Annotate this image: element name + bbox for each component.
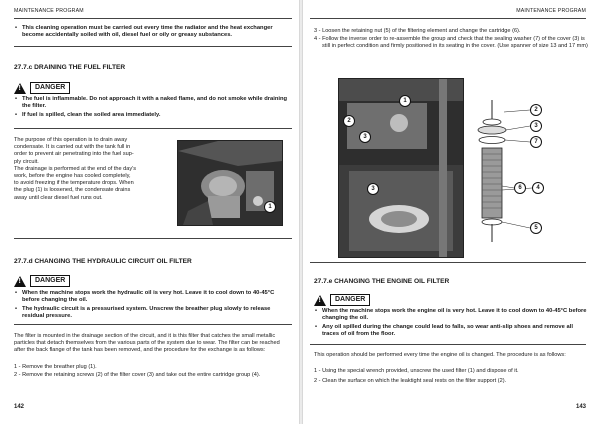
danger-label <box>14 275 70 287</box>
step: 2 - Remove the retaining screws (2) of the filter cover (3) and take out the entire cartridge group (4). <box>14 372 261 378</box>
callout-1: 1 <box>399 95 411 107</box>
step: 1 - Using the special wrench provided, unscrew the used filter (1) and dispose of it. <box>314 368 519 374</box>
danger-label <box>14 82 70 94</box>
danger-text: DANGER <box>330 294 370 306</box>
page-number: 143 <box>575 404 586 410</box>
divider <box>14 128 292 129</box>
section-title: 27.7.d CHANGING THE HYDRAULIC CIRCUIT OIL FILTER <box>14 258 192 265</box>
danger-bullet: • If fuel is spilled, clean the soiled area immediately. <box>15 112 161 118</box>
callout-2: 2 <box>530 104 542 116</box>
divider <box>310 18 586 19</box>
callout-4: 4 <box>532 182 544 194</box>
section-title: 27.7.c DRAINING THE FUEL FILTER <box>14 64 126 71</box>
diagram-illustration <box>474 96 584 246</box>
danger-bullet: • The hydraulic circuit is a pressurised system. Unscrew the breather plug slowly to release residual pressure. <box>15 306 271 320</box>
warning-icon <box>14 276 26 287</box>
filter-exploded-diagram <box>474 96 584 246</box>
step: 1 - Remove the breather plug (1). <box>14 364 97 370</box>
danger-label <box>314 294 370 306</box>
danger-bullet: • When the machine stops work the hydraulic oil is very hot. Leave it to cool down to 40-45°C before changing the oil. <box>15 290 275 304</box>
intro-bullet: • This cleaning operation must be carried out every time the radiator and the heat exchanger become accidentally soiled with oil, diesel fuel or oily or greasy substances. <box>15 25 273 39</box>
callout-3: 3 <box>530 120 542 132</box>
callout-7: 7 <box>530 136 542 148</box>
warning-icon <box>314 295 326 306</box>
step: 2 - Clean the surface on which the leaktight seal rests on the filter support (2). <box>314 378 507 384</box>
running-header: MAINTENANCE PROGRAM <box>516 8 586 14</box>
description-text: The purpose of this operation is to drain away condensate. It is carried out with the tank full in order to prevent air penetrating into the fuel sup- ply circuit. The drainage is performed at the end of the day's work, before the engine has cooled completely, to avoid freezing if the temperature drops. When the plug (1) is loosened, the condensate drains away until clear diesel fuel runs out. <box>14 137 137 201</box>
danger-bullet: • Any oil spilled during the change could lead to falls, so wear anti-slip shoes and remove all traces of oil from the floor. <box>315 324 573 338</box>
fuel-filter-photo <box>177 140 283 226</box>
section-title: 27.7.e CHANGING THE ENGINE OIL FILTER <box>314 278 450 285</box>
callout-3: 3 <box>359 131 371 143</box>
hydraulic-filter-photo <box>338 78 464 258</box>
divider <box>14 238 292 239</box>
warning-icon <box>14 83 26 94</box>
divider <box>14 18 292 19</box>
callout-1: 1 <box>264 201 276 213</box>
divider <box>310 262 586 263</box>
running-header: MAINTENANCE PROGRAM <box>14 8 84 14</box>
callout-3: 3 <box>367 183 379 195</box>
step: 3 - Loosen the retaining nut (5) of the filtering element and change the cartridge (6). <box>314 28 521 34</box>
description-text: This operation should be performed every time the engine oil is changed. The procedure is as follows: <box>314 352 566 358</box>
step: 4 - Follow the inverse order to re-assemble the group and check that the sealing washer (7) of the cover (3) is still in perfect condition and firmly positioned in its seating in the cover. (Use spanner of size 13 and 17 mm) <box>314 36 588 50</box>
divider <box>14 46 292 47</box>
divider <box>310 344 586 345</box>
description-text: The filter is mounted in the drainage section of the circuit, and it is this filter that catches the small metallic particles that detach themselves from the various parts of the system due to wear. The filter can be reached after the back flange of the tank has been removed, and the procedure for the exchange is as follows: <box>14 333 280 354</box>
danger-text: DANGER <box>30 82 70 94</box>
callout-5: 5 <box>530 222 542 234</box>
divider <box>14 324 292 325</box>
right-page <box>302 0 600 424</box>
danger-text: DANGER <box>30 275 70 287</box>
danger-bullet: • The fuel is inflammable. Do not approach it with a naked flame, and do not smoke while draining the filter. <box>15 96 288 110</box>
danger-bullet: • When the machine stops work the engine oil is very hot. Leave it to cool down to 40-45°C before changing the oil. <box>315 308 587 322</box>
page-number: 142 <box>14 404 25 410</box>
callout-6: 6 <box>514 182 526 194</box>
callout-2: 2 <box>343 115 355 127</box>
